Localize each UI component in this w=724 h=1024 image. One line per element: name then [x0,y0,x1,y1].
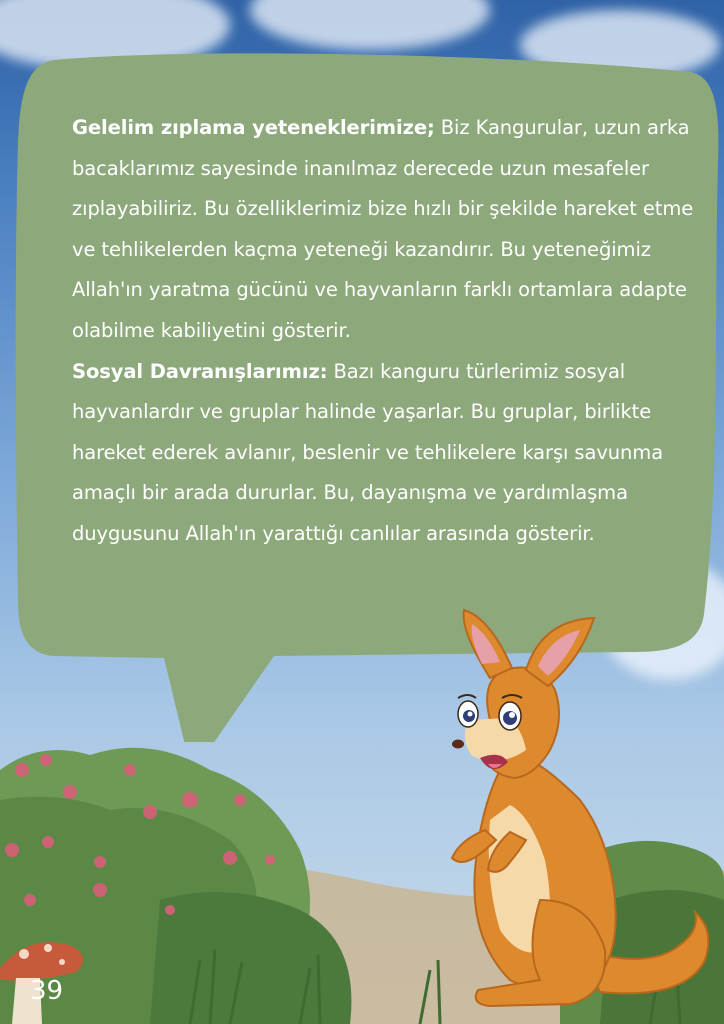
paragraph-heading: Gelelim zıplama yeteneklerimize; [72,116,435,139]
kangaroo-illustration [430,600,724,1024]
paragraph-social [72,352,702,555]
page-number: 39 [30,976,64,1006]
story-text [72,108,702,555]
paragraph-heading: Sosyal Davranışlarımız: [72,359,328,383]
paragraph-body: Biz Kangurular, uzun arka bacaklarımız sayesinde inanılmaz derecede uzun mesafeler zıplayabiliriz. Bu özelliklerimiz bize hızlı bir şekilde hareket etme ve tehlikelerden kaçma yeteneği kazandırır. Bu yeteneğimiz Allah'ın yaratma gücünü ve hayvanların farklı ortamlara adapte olabilme kabiliyetini gösterir. [72,116,694,342]
paragraph-jumping [72,108,702,352]
paragraph-body: Bazı kanguru türlerimiz sosyal hayvanlardır ve gruplar halinde yaşarlar. Bu gruplar, birlikte hareket ederek avlanır, beslenir ve tehlikelere karşı savunma amaçlı bir arada dururlar. Bu, dayanışma ve yardımlaşma duygusunu Allah'ın yarattığı canlılar arasında gösterir. [72,359,664,545]
